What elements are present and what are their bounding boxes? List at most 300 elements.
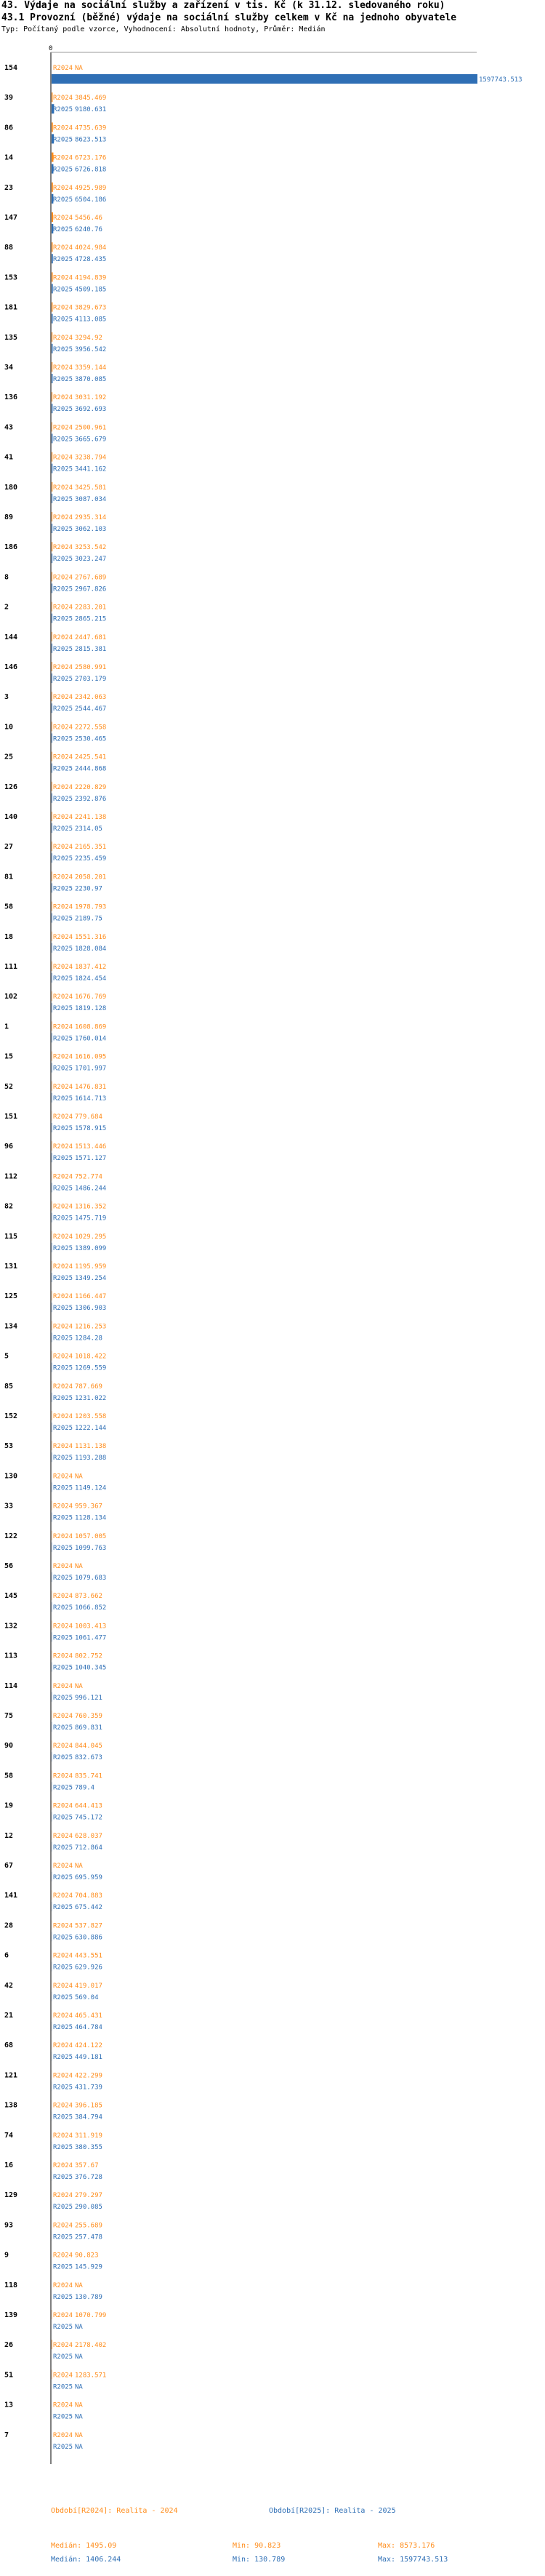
- value-r2025: 1061.477: [75, 1634, 107, 1642]
- value-r2025: 2314.05: [75, 825, 102, 833]
- value-r2024: 787.669: [75, 1383, 102, 1391]
- row-label: 138: [4, 2101, 18, 2110]
- series-label-r2024: R2024: [53, 1263, 73, 1271]
- series-label-r2025: R2025: [53, 2293, 73, 2301]
- value-r2024: 2283.201: [75, 604, 107, 612]
- row-label: 68: [4, 2041, 14, 2050]
- row-label: 126: [4, 783, 18, 791]
- value-r2024: 3829.673: [75, 304, 107, 312]
- series-label-r2024: R2024: [53, 1083, 73, 1091]
- row-label: 34: [4, 364, 14, 372]
- value-r2024: 1216.253: [75, 1323, 107, 1331]
- value-r2025: 630.886: [75, 1934, 102, 1942]
- series-label-r2024: R2024: [53, 1802, 73, 1810]
- legend-r2025-title: Období[R2025]: Realita - 2025: [269, 2507, 396, 2515]
- value-r2024: 3359.144: [75, 364, 107, 372]
- row-label: 85: [4, 1382, 14, 1391]
- series-label-r2025: R2025: [53, 615, 73, 623]
- row-label: 52: [4, 1082, 14, 1091]
- series-label-r2025: R2025: [53, 1754, 73, 1762]
- series-label-r2025: R2025: [53, 256, 73, 264]
- row-label: 1: [4, 1023, 9, 1031]
- value-r2024: 3294.92: [75, 334, 102, 342]
- series-label-r2025: R2025: [53, 1664, 73, 1672]
- row-label: 7: [4, 2431, 9, 2439]
- row-label: 41: [4, 453, 14, 462]
- value-r2025: 789.4: [75, 1784, 95, 1792]
- value-r2024: 422.299: [75, 2072, 102, 2080]
- value-r2025: 1597743.513: [479, 76, 522, 84]
- series-label-r2025: R2025: [53, 2443, 73, 2451]
- row-label: 130: [4, 1472, 18, 1481]
- row-label: 181: [4, 303, 18, 312]
- series-label-r2025: R2025: [53, 1364, 73, 1372]
- row-label: 39: [4, 94, 14, 103]
- value-r2024: 1131.138: [75, 1443, 107, 1451]
- row-label: 121: [4, 2071, 18, 2080]
- series-label-r2025: R2025: [53, 1185, 73, 1193]
- series-label-r2025: R2025: [53, 2054, 73, 2062]
- series-label-r2025: R2025: [53, 345, 73, 353]
- series-label-r2024: R2024: [53, 1922, 73, 1930]
- series-label-r2024: R2024: [53, 1173, 73, 1181]
- value-r2025: 1079.683: [75, 1575, 107, 1582]
- series-label-r2024: R2024: [53, 544, 73, 552]
- row-label: 122: [4, 1532, 18, 1540]
- value-r2024: 2767.689: [75, 574, 107, 582]
- series-label-r2024: R2024: [53, 2132, 73, 2140]
- series-label-r2025: R2025: [53, 1964, 73, 1972]
- series-label-r2025: R2025: [53, 1275, 73, 1282]
- value-r2025: 1040.345: [75, 1664, 107, 1672]
- series-label-r2025: R2025: [53, 1095, 73, 1103]
- series-label-r2024: R2024: [53, 1143, 73, 1151]
- value-r2025: 2967.826: [75, 585, 107, 593]
- series-label-r2024: R2024: [53, 2312, 73, 2319]
- series-label-r2025: R2025: [53, 1814, 73, 1822]
- bar-r2025: [52, 74, 477, 84]
- series-label-r2024: R2024: [53, 1652, 73, 1660]
- row-label: 129: [4, 2191, 18, 2200]
- value-r2025: 869.831: [75, 1724, 102, 1732]
- value-r2025: 1571.127: [75, 1155, 107, 1163]
- series-label-r2024: R2024: [53, 124, 73, 132]
- row-label: 135: [4, 333, 18, 342]
- row-label: 88: [4, 244, 14, 252]
- series-label-r2025: R2025: [53, 1904, 73, 1912]
- series-label-r2024: R2024: [53, 154, 73, 162]
- value-r2024: 2580.991: [75, 664, 107, 671]
- series-label-r2024: R2024: [53, 1532, 73, 1540]
- series-label-r2025: R2025: [53, 855, 73, 863]
- value-r2025: 1066.852: [75, 1604, 107, 1612]
- value-r2024: NA: [75, 2281, 83, 2289]
- value-r2024: NA: [75, 2401, 83, 2409]
- value-r2025: 2230.97: [75, 885, 102, 893]
- series-label-r2024: R2024: [53, 753, 73, 761]
- row-label: 33: [4, 1502, 14, 1511]
- value-r2025: 9180.631: [75, 106, 107, 114]
- row-label: 140: [4, 813, 18, 821]
- value-r2025: NA: [75, 2443, 83, 2451]
- value-r2025: 1819.128: [75, 1005, 107, 1013]
- row-label: 13: [4, 2401, 14, 2409]
- series-label-r2024: R2024: [53, 1863, 73, 1870]
- row-label: 58: [4, 903, 14, 911]
- value-r2025: 290.085: [75, 2204, 102, 2212]
- value-r2024: NA: [75, 1473, 83, 1481]
- series-label-r2025: R2025: [53, 1604, 73, 1612]
- value-r2025: 712.864: [75, 1844, 102, 1852]
- series-label-r2024: R2024: [53, 2342, 73, 2350]
- value-r2024: 1513.446: [75, 1143, 107, 1151]
- value-r2024: 1676.769: [75, 993, 107, 1001]
- row-label: 112: [4, 1172, 18, 1181]
- row-label: 147: [4, 214, 18, 222]
- value-r2025: 1306.903: [75, 1305, 107, 1313]
- value-r2025: 3023.247: [75, 556, 107, 564]
- series-label-r2024: R2024: [53, 1743, 73, 1751]
- value-r2025: 629.926: [75, 1964, 102, 1972]
- value-r2025: 1701.997: [75, 1065, 107, 1073]
- series-label-r2024: R2024: [53, 1203, 73, 1211]
- value-r2024: 2178.402: [75, 2342, 107, 2350]
- series-label-r2025: R2025: [53, 825, 73, 833]
- value-r2024: 4194.839: [75, 274, 107, 282]
- series-label-r2024: R2024: [53, 1023, 73, 1031]
- value-r2025: 3665.679: [75, 436, 107, 444]
- row-label: 125: [4, 1292, 18, 1301]
- value-r2025: 569.04: [75, 1993, 99, 2001]
- row-label: 90: [4, 1742, 14, 1751]
- series-label-r2025: R2025: [53, 1215, 73, 1223]
- series-label-r2024: R2024: [53, 1682, 73, 1690]
- value-r2024: 760.359: [75, 1713, 102, 1720]
- series-label-r2024: R2024: [53, 1892, 73, 1900]
- value-r2025: 4509.185: [75, 286, 107, 294]
- row-label: 152: [4, 1412, 18, 1420]
- series-label-r2024: R2024: [53, 844, 73, 852]
- value-r2025: 745.172: [75, 1814, 102, 1822]
- value-r2025: 1099.763: [75, 1544, 107, 1552]
- row-label: 25: [4, 753, 14, 761]
- series-label-r2025: R2025: [53, 1484, 73, 1492]
- row-label: 186: [4, 543, 18, 552]
- value-r2024: 357.67: [75, 2162, 99, 2169]
- series-label-r2025: R2025: [53, 945, 73, 953]
- series-label-r2025: R2025: [53, 1874, 73, 1881]
- series-label-r2024: R2024: [53, 1503, 73, 1511]
- r2024-median: Medián: 1495.09: [51, 2542, 117, 2550]
- value-r2025: 4728.435: [75, 256, 107, 264]
- series-label-r2025: R2025: [53, 166, 73, 174]
- row-label: 82: [4, 1202, 14, 1211]
- value-r2025: 431.739: [75, 2084, 102, 2092]
- series-label-r2025: R2025: [53, 1694, 73, 1702]
- series-label-r2025: R2025: [53, 286, 73, 294]
- series-label-r2025: R2025: [53, 2174, 73, 2181]
- series-label-r2025: R2025: [53, 495, 73, 503]
- value-r2024: 1316.352: [75, 1203, 107, 1211]
- series-label-r2024: R2024: [53, 1413, 73, 1420]
- value-r2024: 802.752: [75, 1652, 102, 1660]
- series-label-r2024: R2024: [53, 2401, 73, 2409]
- series-label-r2025: R2025: [53, 1724, 73, 1732]
- row-label: 43: [4, 423, 14, 432]
- value-r2025: 2530.465: [75, 735, 107, 743]
- value-r2025: 3692.693: [75, 406, 107, 414]
- row-label: 67: [4, 1862, 14, 1870]
- series-label-r2025: R2025: [53, 765, 73, 773]
- series-label-r2024: R2024: [53, 2222, 73, 2230]
- row-label: 42: [4, 1981, 14, 1990]
- page-title: 43. Výdaje na sociální služby a zařízení v tis. Kč (k 31.12. sledovaného roku): [1, 0, 445, 11]
- value-r2024: 1057.005: [75, 1532, 107, 1540]
- value-r2024: 844.045: [75, 1743, 102, 1751]
- series-label-r2024: R2024: [53, 514, 73, 521]
- value-r2024: 835.741: [75, 1772, 102, 1780]
- series-label-r2024: R2024: [53, 2281, 73, 2289]
- series-label-r2025: R2025: [53, 1634, 73, 1642]
- row-label: 14: [4, 153, 14, 162]
- row-label: 28: [4, 1921, 14, 1930]
- row-label: 8: [4, 573, 9, 582]
- series-label-r2024: R2024: [53, 1473, 73, 1481]
- row-label: 131: [4, 1263, 18, 1271]
- series-label-r2025: R2025: [53, 2084, 73, 2092]
- series-label-r2024: R2024: [53, 274, 73, 282]
- row-label: 74: [4, 2131, 14, 2140]
- series-label-r2024: R2024: [53, 724, 73, 732]
- series-label-r2024: R2024: [53, 1952, 73, 1960]
- value-r2025: 464.784: [75, 2024, 102, 2031]
- row-label: 144: [4, 633, 18, 641]
- row-label: 86: [4, 124, 14, 132]
- value-r2025: 145.929: [75, 2263, 102, 2271]
- value-r2024: 1616.095: [75, 1053, 107, 1061]
- series-label-r2024: R2024: [53, 2192, 73, 2200]
- series-label-r2025: R2025: [53, 376, 73, 383]
- series-label-r2025: R2025: [53, 1514, 73, 1522]
- series-label-r2024: R2024: [53, 2372, 73, 2380]
- value-r2024: 628.037: [75, 1832, 102, 1840]
- value-r2025: 6240.76: [75, 226, 102, 233]
- value-r2024: 1203.558: [75, 1413, 107, 1420]
- value-r2025: 257.478: [75, 2233, 102, 2241]
- row-label: 102: [4, 993, 18, 1001]
- value-r2025: 2544.467: [75, 705, 107, 713]
- value-r2024: 4735.639: [75, 124, 107, 132]
- row-label: 10: [4, 723, 14, 732]
- value-r2025: 1349.254: [75, 1275, 107, 1282]
- value-r2025: 3870.085: [75, 376, 107, 383]
- value-r2025: 1389.099: [75, 1244, 107, 1252]
- value-r2025: 1760.014: [75, 1035, 107, 1043]
- row-label: 153: [4, 273, 18, 282]
- value-r2025: 1149.124: [75, 1484, 107, 1492]
- value-r2025: 1614.713: [75, 1095, 107, 1103]
- r2025-max: Max: 1597743.513: [378, 2556, 448, 2564]
- value-r2024: 959.367: [75, 1503, 102, 1511]
- row-label: 51: [4, 2371, 14, 2380]
- series-label-r2025: R2025: [53, 1035, 73, 1043]
- row-label: 12: [4, 1831, 14, 1840]
- value-r2025: 384.794: [75, 2113, 102, 2121]
- series-label-r2024: R2024: [53, 604, 73, 612]
- value-r2025: 2235.459: [75, 855, 107, 863]
- value-r2025: 8623.513: [75, 136, 107, 144]
- row-label: 21: [4, 2012, 14, 2020]
- series-label-r2024: R2024: [53, 1713, 73, 1720]
- series-label-r2024: R2024: [53, 65, 73, 72]
- value-r2024: 465.431: [75, 2012, 102, 2020]
- series-label-r2025: R2025: [53, 1544, 73, 1552]
- series-label-r2025: R2025: [53, 2324, 73, 2331]
- value-r2024: 2272.558: [75, 724, 107, 732]
- row-label: 93: [4, 2221, 14, 2230]
- value-r2024: 90.823: [75, 2252, 99, 2260]
- row-label: 19: [4, 1801, 14, 1810]
- row-label: 23: [4, 183, 14, 192]
- value-r2025: 2189.75: [75, 915, 102, 923]
- series-label-r2024: R2024: [53, 1383, 73, 1391]
- value-r2024: 644.413: [75, 1802, 102, 1810]
- value-r2025: 2444.868: [75, 765, 107, 773]
- value-r2024: 443.551: [75, 1952, 102, 1960]
- series-label-r2024: R2024: [53, 1772, 73, 1780]
- series-label-r2025: R2025: [53, 1005, 73, 1013]
- value-r2024: 6723.176: [75, 154, 107, 162]
- value-r2025: 832.673: [75, 1754, 102, 1762]
- series-label-r2025: R2025: [53, 2413, 73, 2421]
- series-label-r2024: R2024: [53, 1832, 73, 1840]
- value-r2024: 1476.831: [75, 1083, 107, 1091]
- value-r2024: 2342.063: [75, 694, 107, 702]
- series-label-r2025: R2025: [53, 1425, 73, 1432]
- series-label-r2024: R2024: [53, 364, 73, 372]
- value-r2024: 5456.46: [75, 215, 102, 222]
- value-r2024: 3031.192: [75, 394, 107, 402]
- series-label-r2024: R2024: [53, 1593, 73, 1601]
- series-label-r2025: R2025: [53, 76, 73, 84]
- value-r2025: 1128.134: [75, 1514, 107, 1522]
- series-label-r2024: R2024: [53, 1053, 73, 1061]
- value-r2024: 1551.316: [75, 933, 107, 941]
- row-label: 27: [4, 843, 14, 852]
- value-r2024: 419.017: [75, 1982, 102, 1990]
- series-label-r2024: R2024: [53, 304, 73, 312]
- series-label-r2025: R2025: [53, 915, 73, 923]
- series-label-r2024: R2024: [53, 2162, 73, 2169]
- value-r2024: 1070.799: [75, 2312, 107, 2319]
- series-label-r2024: R2024: [53, 664, 73, 671]
- row-label: 2: [4, 603, 9, 612]
- value-r2025: 1486.244: [75, 1185, 107, 1193]
- series-label-r2025: R2025: [53, 406, 73, 414]
- series-label-r2024: R2024: [53, 215, 73, 222]
- value-r2024: 2500.961: [75, 424, 107, 432]
- series-label-r2025: R2025: [53, 1155, 73, 1163]
- series-label-r2024: R2024: [53, 2072, 73, 2080]
- value-r2024: 3238.794: [75, 454, 107, 462]
- value-r2024: 2165.351: [75, 844, 107, 852]
- chart-title: 43.1 Provozní (běžné) výdaje na sociální služby celkem v Kč na jednoho obyvatele: [1, 12, 457, 23]
- value-r2024: 1166.447: [75, 1293, 107, 1301]
- series-label-r2024: R2024: [53, 1982, 73, 1990]
- row-label: 15: [4, 1052, 14, 1061]
- value-r2025: NA: [75, 2324, 83, 2331]
- value-r2024: 2935.314: [75, 514, 107, 521]
- value-r2025: 3956.542: [75, 345, 107, 353]
- series-label-r2025: R2025: [53, 1575, 73, 1582]
- value-r2025: 1824.454: [75, 975, 107, 983]
- value-r2025: 6726.818: [75, 166, 107, 174]
- series-label-r2024: R2024: [53, 1233, 73, 1241]
- value-r2024: 704.883: [75, 1892, 102, 1900]
- value-r2024: 1978.793: [75, 903, 107, 911]
- row-label: 118: [4, 2281, 18, 2289]
- value-r2024: NA: [75, 1863, 83, 1870]
- value-r2025: 2392.876: [75, 795, 107, 803]
- series-label-r2025: R2025: [53, 1394, 73, 1402]
- series-label-r2025: R2025: [53, 436, 73, 444]
- row-label: 114: [4, 1681, 18, 1690]
- value-r2025: 376.728: [75, 2174, 102, 2181]
- row-label: 115: [4, 1232, 18, 1241]
- series-label-r2024: R2024: [53, 903, 73, 911]
- series-label-r2024: R2024: [53, 933, 73, 941]
- series-label-r2025: R2025: [53, 1993, 73, 2001]
- value-r2025: 1284.28: [75, 1335, 102, 1343]
- value-r2024: 1608.869: [75, 1023, 107, 1031]
- value-r2024: 1003.413: [75, 1623, 107, 1631]
- row-label: 134: [4, 1322, 18, 1331]
- series-label-r2024: R2024: [53, 1623, 73, 1631]
- row-label: 136: [4, 393, 18, 402]
- series-label-r2025: R2025: [53, 136, 73, 144]
- value-r2024: 311.919: [75, 2132, 102, 2140]
- series-label-r2025: R2025: [53, 106, 73, 114]
- row-label: 139: [4, 2311, 18, 2319]
- row-label: 58: [4, 1772, 14, 1780]
- series-label-r2025: R2025: [53, 1125, 73, 1132]
- series-label-r2024: R2024: [53, 394, 73, 402]
- value-r2024: NA: [75, 1563, 83, 1570]
- chart-subtitle: Typ: Počítaný podle vzorce, Vyhodnocení: Absolutní hodnoty, Průměr: Medián: [1, 25, 326, 33]
- series-label-r2024: R2024: [53, 1293, 73, 1301]
- row-label: 96: [4, 1143, 14, 1151]
- value-r2025: 996.121: [75, 1694, 102, 1702]
- series-label-r2024: R2024: [53, 633, 73, 641]
- value-r2025: NA: [75, 2353, 83, 2361]
- value-r2025: NA: [75, 2413, 83, 2421]
- value-r2025: 3062.103: [75, 526, 107, 533]
- series-label-r2024: R2024: [53, 2042, 73, 2050]
- value-r2024: 3845.469: [75, 95, 107, 103]
- series-label-r2024: R2024: [53, 334, 73, 342]
- series-label-r2025: R2025: [53, 795, 73, 803]
- value-r2024: NA: [75, 65, 83, 72]
- series-label-r2025: R2025: [53, 226, 73, 233]
- value-r2024: 279.297: [75, 2192, 102, 2200]
- value-r2024: NA: [75, 1682, 83, 1690]
- value-r2025: 695.959: [75, 1874, 102, 1881]
- value-r2024: 1018.422: [75, 1353, 107, 1361]
- value-r2025: 449.181: [75, 2054, 102, 2062]
- series-label-r2025: R2025: [53, 526, 73, 533]
- series-label-r2025: R2025: [53, 2383, 73, 2391]
- value-r2025: 3087.034: [75, 495, 107, 503]
